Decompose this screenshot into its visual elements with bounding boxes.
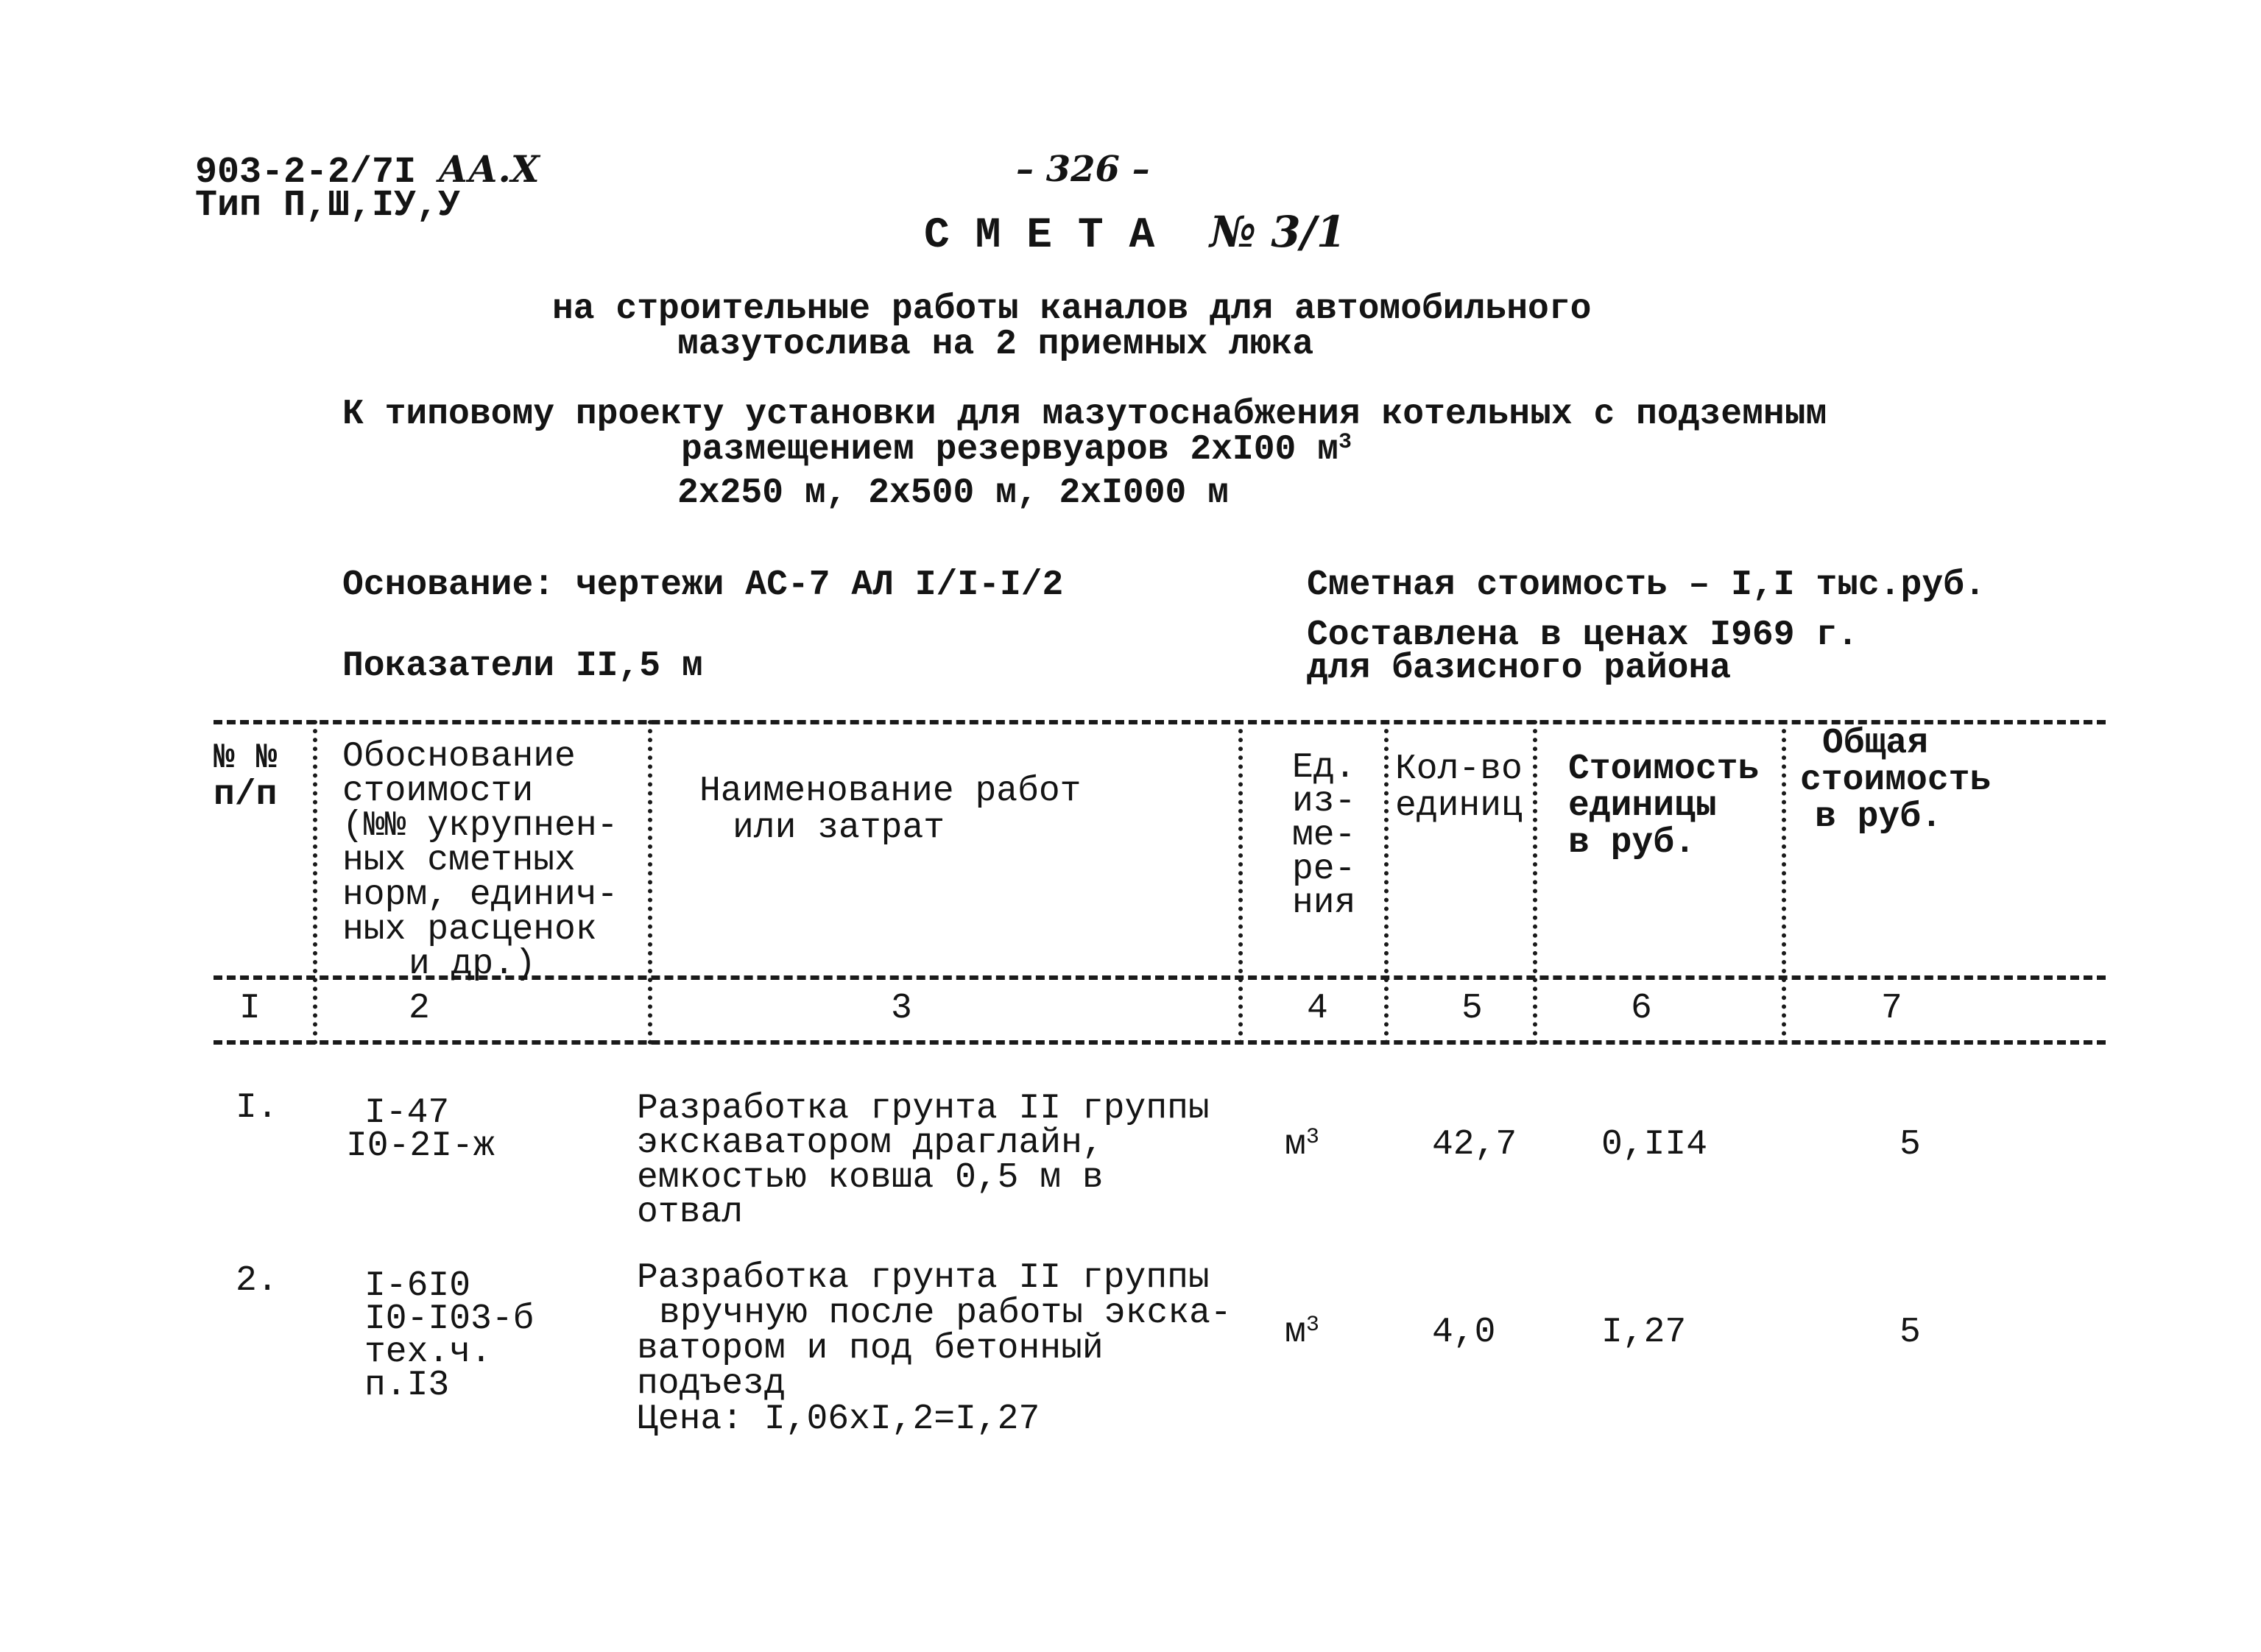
row-unit: $м^3$ <box>1285 1313 1319 1352</box>
row-name: Разработка грунта II группы вручную после работы экска- ватором и под бетонный подъезд Цена: I,06хI,2=I,27 <box>637 1258 1232 1439</box>
col-number-7: 7 <box>1881 989 1902 1028</box>
estimated-cost: Сметная стоимость – I,I тыс.руб. <box>1307 565 1986 605</box>
table-numbers-rule <box>214 1040 2106 1045</box>
header-col-4: Ед. из- ме- ре- ния <box>1292 748 1356 923</box>
basis-text: Основание: чертежи АС-7 АЛ I/I-I/2 <box>342 565 1064 605</box>
subtitle-line-2: мазутослива на 2 приемных люка <box>677 325 1314 364</box>
subtitle-line-1: на строительные работы каналов для автомобильного <box>552 289 1592 329</box>
col-number-2: 2 <box>409 989 430 1028</box>
title-number: № 3/1 <box>1210 207 1347 257</box>
col-number-6: 6 <box>1631 989 1652 1028</box>
row-qty: 4,0 <box>1432 1313 1496 1352</box>
row-unit-cost: 0,II4 <box>1601 1125 1708 1165</box>
row-unit-cost: I,27 <box>1601 1313 1687 1352</box>
col-number-1: I <box>239 989 261 1028</box>
indicators-text: Показатели II,5 м <box>342 646 703 686</box>
header-col-6: Стоимость единицы в руб. <box>1568 749 1760 863</box>
col-divider-3 <box>1238 720 1243 1045</box>
header-col-5: Кол-во единиц <box>1395 749 1523 826</box>
superscript-3: 3 <box>1338 430 1352 455</box>
col-divider-4 <box>1384 720 1389 1045</box>
header-col-3: Наименование работ или затрат <box>699 772 1082 848</box>
prices-line-2: для базисного района <box>1307 649 1732 688</box>
title-word: С М Е Т А <box>924 212 1155 260</box>
project-line-1: К типовому проекту установки для мазутоснабжения котельных с подземным <box>342 395 1827 434</box>
page-number: – 326 – <box>1016 149 1150 190</box>
row-basis: I-6I0 I0-I03-б тех.ч. п.I3 <box>364 1266 535 1405</box>
col-number-3: 3 <box>891 989 912 1028</box>
row-basis: I-47 I0-2I-ж <box>346 1093 495 1166</box>
doc-code-suffix: АА.Х <box>438 147 540 191</box>
project-line-2: размещением резервуаров 2хI00 $м^3$ <box>681 430 1352 470</box>
row-total: 5 <box>1900 1125 1921 1165</box>
row-number: 2. <box>236 1261 278 1301</box>
col-divider-6 <box>1782 720 1786 1045</box>
doc-code-number: 903-2-2/7I <box>195 152 417 194</box>
header-col-2: Обоснование стоимости (№№ укрупнен- ных сметных норм, единич- ных расценок и др.) <box>342 737 618 984</box>
col-divider-5 <box>1533 720 1537 1045</box>
header-col-7: Общая стоимость в руб. <box>1800 724 1992 837</box>
doc-types: Тип П,Ш,IУ,У <box>195 185 461 227</box>
page-title <box>924 207 1347 260</box>
row-unit: $м^3$ <box>1285 1125 1319 1165</box>
col-divider-1 <box>313 720 317 1045</box>
row-name: Разработка грунта II группы экскаватором драглайн, емкостью ковша 0,5 м в отвал <box>637 1089 1210 1232</box>
project-line-3: 2х250 м, 2х500 м, 2хI000 м <box>677 473 1229 513</box>
col-number-4: 4 <box>1307 989 1328 1028</box>
prices-line-1: Составлена в ценах I969 г. <box>1307 615 1858 655</box>
col-divider-2 <box>648 720 652 1045</box>
col-number-5: 5 <box>1461 989 1483 1028</box>
row-number: I. <box>236 1088 278 1128</box>
row-qty: 42,7 <box>1432 1125 1517 1165</box>
row-total: 5 <box>1900 1313 1921 1352</box>
header-col-1: № № п/п <box>214 738 278 815</box>
